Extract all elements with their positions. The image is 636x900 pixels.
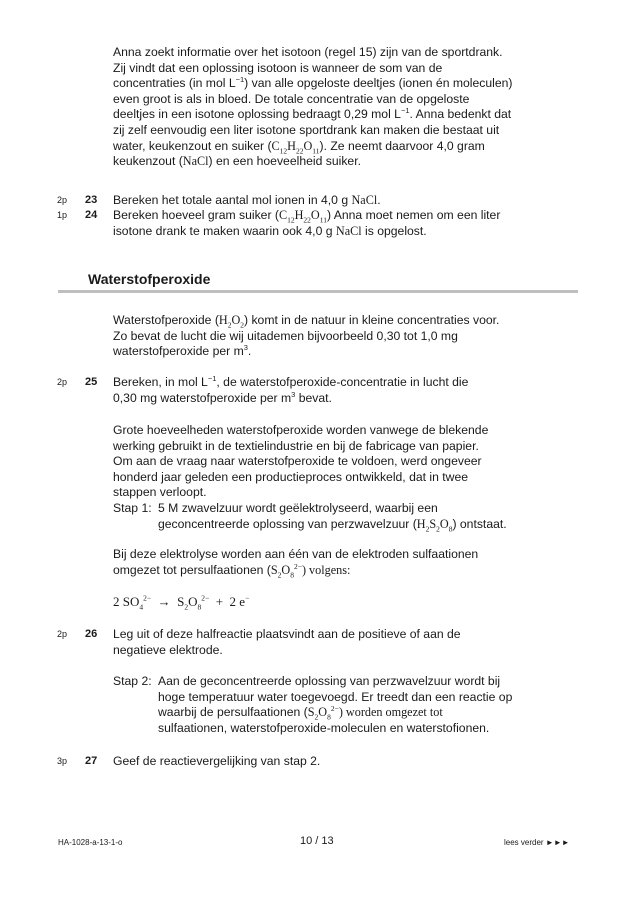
intro-line: Zij vindt dat een oplossing isotoon is wanneer de som van de: [113, 60, 443, 75]
step-label: Stap 1:: [113, 501, 152, 515]
question-27: [57, 754, 587, 770]
footer-next-page: lees verder ►►►: [504, 838, 570, 847]
question-number: 25: [85, 376, 98, 388]
intro-line: Anna zoekt informatie over het isotoon (regel 15) zijn van de sportdrank.: [113, 45, 503, 59]
question-points: 2p: [57, 629, 68, 639]
intro-line: water, keukenzout en suiker $(C_{12}H_{22}O_{11})$. Ze neemt daarvoor 4,0 gram: [113, 138, 485, 155]
step-label: Stap 2:: [113, 674, 152, 688]
question-text: Bereken, in mol $L^{-1}$, de waterstofperoxide-concentratie in lucht die 0,30 mg waterstofperoxide per $m^3$ bevat.: [113, 373, 469, 405]
section-title: Waterstofperoxide: [88, 271, 211, 287]
intro-line: zij zelf eenvoudig een liter isotone sportdrank kan maken die bestaat uit: [113, 122, 500, 137]
intro-line: even groot is als in bloed. De totale concentratie van de opgeloste: [113, 91, 470, 106]
paragraph: Bij deze elektrolyse worden aan één van de elektroden sulfaationen omgezet tot persulfaationen $(S_2O_8^{2-})$ volgens:: [113, 547, 479, 580]
question-text: Bereken hoeveel gram suiker $(C_{12}H_{22}O_{11})$ Anna moet nemen om een liter isotone drank te maken waarin ook 4,0 g NaCl is opgelost.: [113, 208, 501, 238]
paragraph: Waterstofperoxide $(H_2O_2)$ komt in de natuur in kleine concentraties voor. Zo bevat de lucht die wij uitademen bijvoorbeeld 0,30 tot 1,0 mg waterstofperoxide per $m^3$.: [113, 313, 500, 359]
question-points: 2p: [57, 195, 68, 205]
half-reaction-equation: 2 $SO_4^{2-} \to S_2O_8^{2-} + 2$ e−: [113, 593, 250, 612]
question-24: [57, 208, 587, 240]
step-1: Stap 1: 5 M zwavelzuur wordt geëlektrolyseerd, waarbij een geconcentreerde oplossing van perzwavelzuur $(H_2S_2O_8)$ ontstaat.: [113, 501, 507, 534]
formula-sugar: $C_{12}H_{22}O_{11}$: [271, 138, 320, 155]
footer-exam-code: HA-1028-a-13-1-o: [58, 838, 123, 847]
question-number: 24: [85, 209, 98, 221]
formula-nacl: NaCl: [182, 154, 209, 169]
footer-page-number: 10 / 13: [300, 835, 334, 847]
question-text: Leg uit of deze halfreactie plaatsvindt aan de positieve of aan de negatieve elektrode.: [113, 627, 461, 657]
intro-line: concentraties (in mol $L^{-1}$) van alle opgeloste deeltjes (ionen én moleculen): [113, 75, 513, 91]
question-26: [57, 627, 587, 659]
question-number: 23: [85, 194, 98, 206]
question-number: 27: [85, 755, 98, 767]
question-points: 2p: [57, 377, 68, 387]
intro-line: keukenzout (NaCl) en een hoeveelheid suiker.: [113, 154, 361, 169]
paragraph: Grote hoeveelheden waterstofperoxide worden vanwege de blekende werking gebruikt in de textielindustrie en bij de fabricage van papier. Om aan de vraag naar waterstofperoxide te voldoen, werd ongeveer honderd jaar geleden een productieproces ontwikkeld, dat in twee stappen verloopt.: [113, 423, 489, 500]
question-23: [57, 193, 587, 209]
intro-line: deeltjes in een isotone oplossing bedraagt 0,29 mol $L^{-1}$. Anna bedenkt dat: [113, 106, 512, 122]
question-number: 26: [85, 628, 98, 640]
step-2: Stap 2: Aan de geconcentreerde oplossing van perzwavelzuur wordt bij hoge temperatuur water toegevoegd. Er treedt dan een reactie op waarbij de persulfaationen $(S_2O_8^{2-})$ worden omgezet tot sulfaationen, waterstofperoxide-moleculen en waterstofionen.: [113, 674, 513, 735]
section-divider: [58, 290, 578, 293]
question-points: 1p: [57, 210, 68, 220]
question-text: Geef de reactievergelijking van stap 2.: [113, 754, 321, 768]
intro-paragraph: [113, 45, 583, 170]
question-25: [57, 375, 587, 407]
question-points: 3p: [57, 756, 68, 766]
question-text: Bereken het totale aantal mol ionen in 4,0 g NaCl.: [113, 193, 381, 207]
